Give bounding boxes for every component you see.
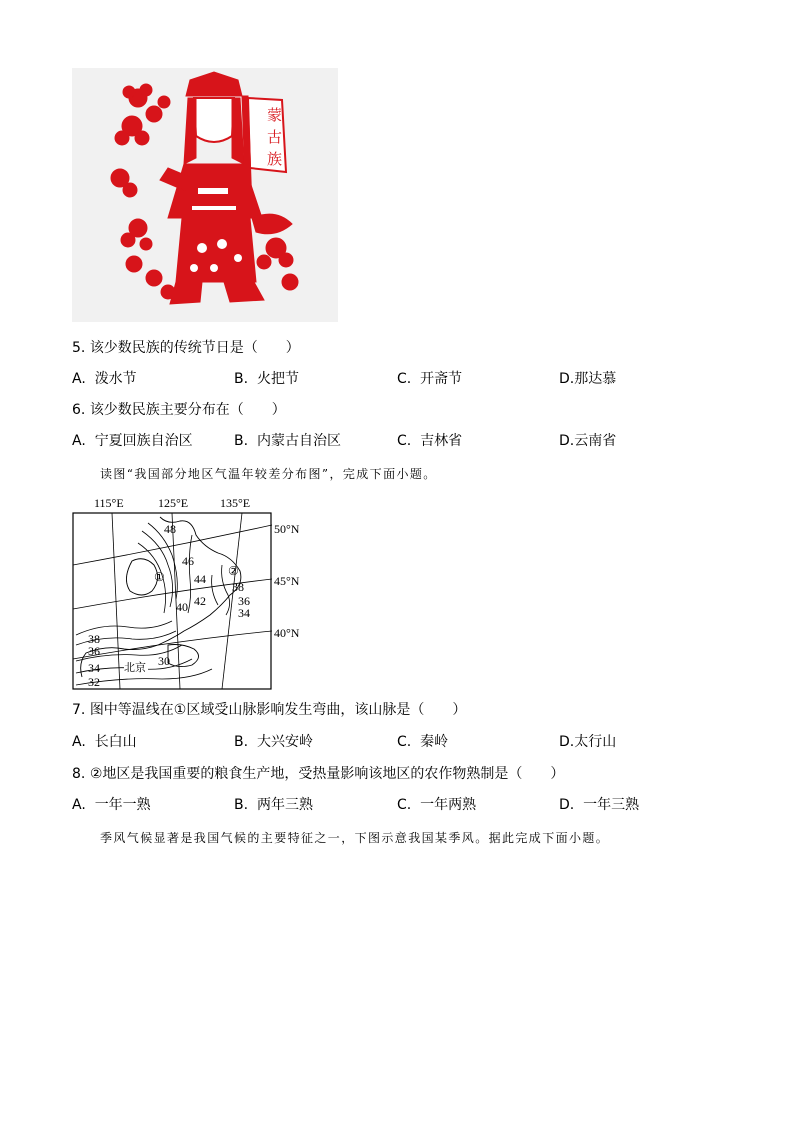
papercut-label-2: 古 [267, 128, 283, 146]
option-letter: A. [72, 433, 86, 449]
isotherm-value: 34 [88, 661, 100, 675]
question-number: 5. [72, 340, 86, 356]
option-letter: D. [559, 797, 575, 813]
isotherm-value: 48 [164, 522, 176, 536]
isotherm-value: 40 [176, 600, 188, 614]
lat-label-50: 50°N [274, 522, 300, 536]
lat-label-45: 45°N [274, 574, 300, 588]
option-text: 秦岭 [420, 734, 449, 750]
option-8a [72, 795, 151, 815]
question-number: 7. [72, 702, 86, 718]
option-text: 开斋节 [420, 371, 463, 387]
question-text: 该少数民族的传统节日是（ ） [89, 340, 300, 356]
city-label-beijing: 北京 [124, 661, 146, 674]
papercut-label-1: 蒙 [267, 106, 283, 124]
option-5a [72, 369, 137, 389]
question-text: 该少数民族主要分布在（ ） [89, 402, 286, 418]
mongolian-papercut-figure [72, 68, 338, 322]
isotherm-value: 32 [88, 675, 100, 689]
region-mark-2: ② [228, 564, 239, 578]
option-letter: C. [397, 734, 412, 750]
option-8c [397, 795, 476, 815]
option-letter: B. [234, 433, 249, 449]
option-5b [234, 369, 299, 389]
option-text: 那达慕 [574, 371, 617, 387]
option-letter: A. [72, 371, 86, 387]
option-text: 云南省 [574, 433, 617, 449]
intro-map: 读图“我国部分地区气温年较差分布图”，完成下面小题。 [100, 467, 437, 481]
option-letter: D. [559, 734, 575, 750]
option-7b [234, 732, 313, 752]
isotherm-value: 38 [88, 632, 100, 646]
option-letter: D. [559, 433, 575, 449]
isotherm-value: 42 [194, 594, 206, 608]
option-6d [559, 431, 616, 451]
option-text: 一年一熟 [94, 797, 151, 813]
option-7d [559, 732, 616, 752]
option-letter: A. [72, 734, 86, 750]
question-7 [72, 700, 466, 720]
isotherm-map-svg [72, 495, 308, 695]
lon-label-125: 125°E [158, 496, 189, 510]
isotherm-value: 34 [238, 606, 250, 620]
option-6b [234, 431, 341, 451]
lat-label-40: 40°N [274, 626, 300, 640]
intro-monsoon: 季风气候显著是我国气候的主要特征之一，下图示意我国某季风。据此完成下面小题。 [100, 831, 610, 845]
isotherm-value: 38 [232, 580, 244, 594]
option-letter: B. [234, 371, 249, 387]
option-letter: C. [397, 433, 412, 449]
question-number: 6. [72, 402, 86, 418]
question-number: 8. [72, 766, 86, 782]
isotherm-value: 46 [182, 554, 194, 568]
option-letter: B. [234, 797, 249, 813]
option-text: 泼水节 [94, 371, 137, 387]
option-letter: C. [397, 371, 412, 387]
option-5c [397, 369, 462, 389]
lon-label-115: 115°E [94, 496, 124, 510]
papercut-image [72, 68, 338, 322]
option-letter: C. [397, 797, 412, 813]
option-text: 火把节 [256, 371, 299, 387]
option-text: 宁夏回族自治区 [94, 433, 193, 449]
isotherm-map [72, 495, 308, 695]
option-6a [72, 431, 193, 451]
option-text: 一年两熟 [420, 797, 477, 813]
option-text: 长白山 [94, 734, 137, 750]
question-text: ②地区是我国重要的粮食生产地，受热量影响该地区的农作物熟制是（ ） [89, 766, 565, 782]
question-text: 图中等温线在①区域受山脉影响发生弯曲，该山脉是（ ） [89, 702, 467, 718]
question-6 [72, 400, 286, 420]
option-6c [397, 431, 462, 451]
option-7a [72, 732, 137, 752]
option-letter: D. [559, 371, 575, 387]
option-text: 吉林省 [420, 433, 463, 449]
option-text: 内蒙古自治区 [256, 433, 341, 449]
option-text: 大兴安岭 [256, 734, 313, 750]
isotherm-value: 30 [158, 654, 170, 668]
question-5 [72, 338, 300, 358]
region-mark-1: ① [154, 570, 165, 584]
option-letter: A. [72, 797, 86, 813]
lon-label-135: 135°E [220, 496, 251, 510]
papercut-label-3: 族 [267, 150, 283, 168]
isotherm-value: 36 [238, 594, 250, 608]
option-7c [397, 732, 448, 752]
isotherm-value: 36 [88, 644, 100, 658]
isotherm-value: 44 [194, 572, 206, 586]
option-8d [559, 795, 639, 815]
question-8 [72, 764, 564, 784]
option-8b [234, 795, 313, 815]
option-text: 两年三熟 [256, 797, 313, 813]
option-text: 太行山 [574, 734, 617, 750]
option-letter: B. [234, 734, 249, 750]
option-text: 一年三熟 [583, 797, 640, 813]
option-5d [559, 369, 616, 389]
